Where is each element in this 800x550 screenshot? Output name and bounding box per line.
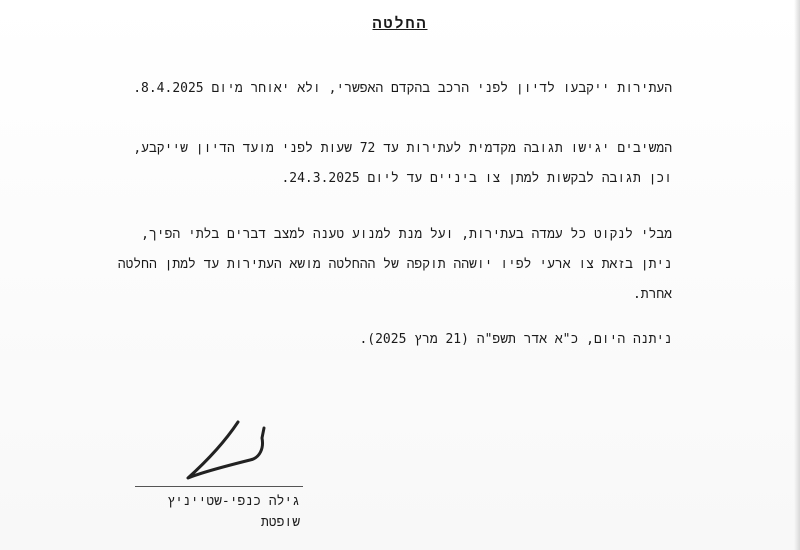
paragraph-respondents-response [112, 134, 672, 194]
paragraph-given-today [112, 325, 672, 355]
paragraph-line: מבלי לנקוט כל עמדה בעתירות, ועל מנת למנוע טענה למצב דברים בלתי הפיך, [141, 227, 672, 242]
paragraph-line: אחרת. [632, 287, 672, 302]
paragraph-line: ניתן בזאת צו ארעי לפיו יושהה תוקפה של ההחלטה מושא העתירות עד למתן החלטה [117, 257, 672, 272]
handwritten-signature [178, 418, 278, 488]
paragraph-line: ניתנה היום, כ"א אדר תשפ"ה (21 מרץ 2025). [359, 332, 672, 347]
paragraph-interim-order [112, 220, 672, 310]
paragraph-line: וכן תגובה לבקשות למתן צו ביניים עד ליום 24.3.2025. [281, 171, 672, 186]
page-edge-shadow [794, 0, 800, 550]
paragraph-hearing-date [112, 74, 672, 104]
paragraph-line: העתירות ייקבעו לדיון לפני הרכב בהקדם האפשרי, ולא יאוחר מיום 8.4.2025. [133, 81, 672, 96]
signature-line [135, 486, 303, 487]
judge-role: שופטת [260, 515, 300, 530]
document-title: החלטה [372, 14, 428, 32]
judge-name: גילה כנפי-שטייניץ [167, 494, 300, 509]
paragraph-line: המשיבים יגישו תגובה מקדמית לעתירות עד 72 שעות לפני מועד הדיון שייקבע, [133, 141, 672, 156]
